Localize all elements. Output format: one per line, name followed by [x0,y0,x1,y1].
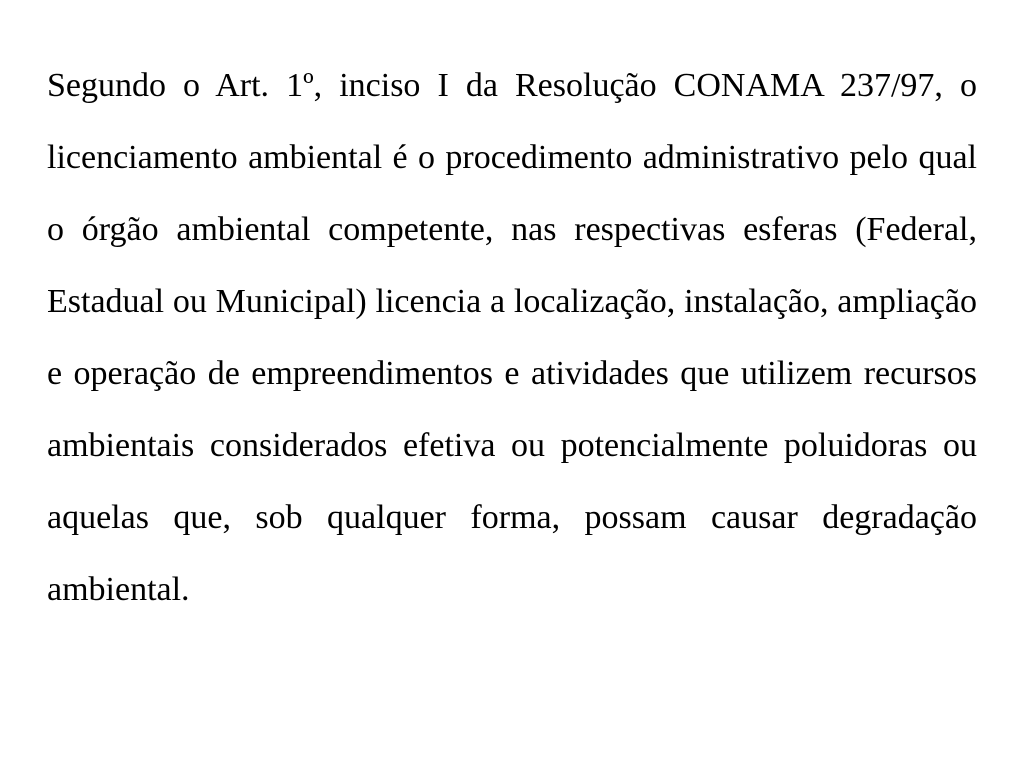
body-paragraph: Segundo o Art. 1º, inciso I da Resolução CONAMA 237/97, o licenciamento ambiental é o procedimento administrativo pelo qual o órgão ambiental competente, nas respectivas esferas (Federal, Estadual ou Municipal) licencia a localização, instalação, ampliação e operação de empreendimentos e atividades que utilizem recursos ambientais considerados efetiva ou potencialmente poluidoras ou aquelas que, sob qualquer forma, possam causar degradação ambiental. [47,67,977,608]
